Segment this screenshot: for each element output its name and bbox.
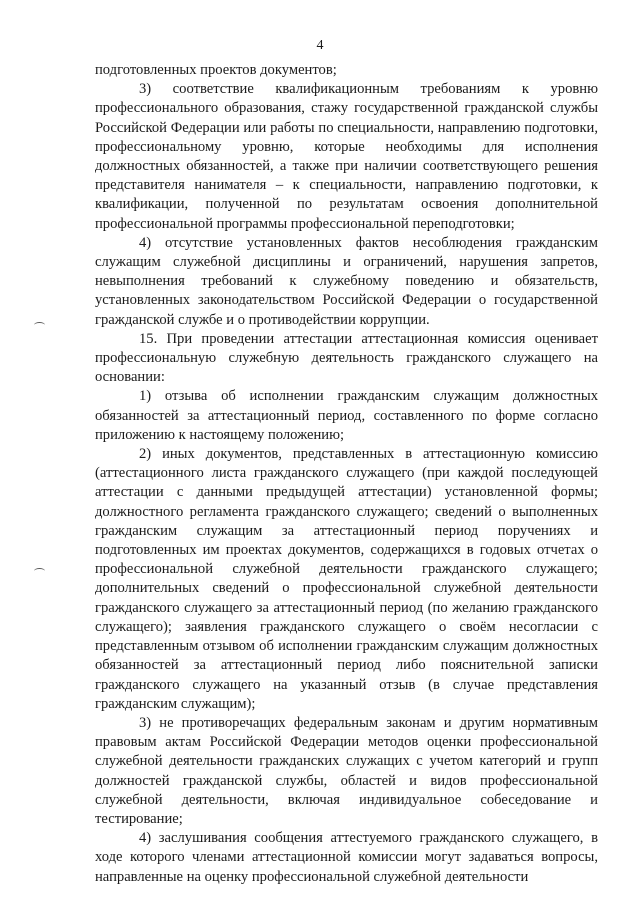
- paragraph: 1) отзыва об исполнении гражданским служащим должностных обязанностей за аттестационный период, составленного по форме согласно приложению к настоящему положению;: [95, 388, 598, 443]
- margin-mark: [34, 568, 45, 574]
- paragraph: 2) иных документов, представленных в аттестационную комиссию (аттестационного листа гражданского служащего (при каждой последующей аттестации с данными предыдущей аттестации) установленной формы; должностного регламента гражданского служащего; сведений о выполненных гражданским служащим за аттестационный период поручениях и подготовленных им проектах документов, содержащихся в годовых отчетах о профессиональной служебной деятельности гражданского служащего; дополнительных сведений о профессиональной служебной деятельности гражданского служащего за аттестационный период (по желанию гражданского служащего); заявления гражданского служащего о своём несогласии с представленным отзывом об исполнении гражданским служащим должностных обязанностей за аттестационный период либо пояснительной записки гражданского служащего на указанный отзыв (в случае представления гражданским служащим);: [95, 446, 598, 712]
- paragraph: 4) заслушивания сообщения аттестуемого гражданского служащего, в ходе которого членами аттестационной комиссии могут задаваться вопросы, направленные на оценку профессиональной служебной деятельности: [95, 830, 598, 885]
- paragraph: 3) соответствие квалификационным требованиям к уровню профессионального образования, стажу государственной гражданской службы Российской Федерации или работы по специальности, направлению подготовки, профессиональному уровню, которые необходимы для исполнения должностных обязанностей, а также при наличии соответствующего решения представителя нанимателя – к специальности, направлению подготовки, к квалификации, полученной по результатам освоения дополнительной профессиональной программы профессиональной переподготовки;: [95, 81, 598, 232]
- paragraph: подготовленных проектов документов;: [95, 62, 337, 78]
- paragraph: 4) отсутствие установленных фактов несоблюдения гражданским служащим служебной дисциплины и ограничений, нарушения запретов, невыполнения требований к служебному поведению и обязательств, установленных законодательством Российской Федерации о государственной гражданской службе и о противодействии коррупции.: [95, 234, 598, 328]
- paragraph: 3) не противоречащих федеральным законам и другим нормативным правовым актам Российской Федерации методов оценки профессиональной служебной деятельности гражданских служащих с учетом категорий и групп должностей гражданской службы, областей и видов профессиональной служебной деятельности, включая индивидуальное собеседование и тестирование;: [95, 714, 598, 827]
- document-body: [95, 61, 598, 887]
- paragraph: 15. При проведении аттестации аттестационная комиссия оценивает профессиональную служебную деятельность гражданского служащего на основании:: [95, 330, 598, 386]
- page-number: 4: [316, 38, 324, 53]
- margin-mark: [34, 322, 45, 328]
